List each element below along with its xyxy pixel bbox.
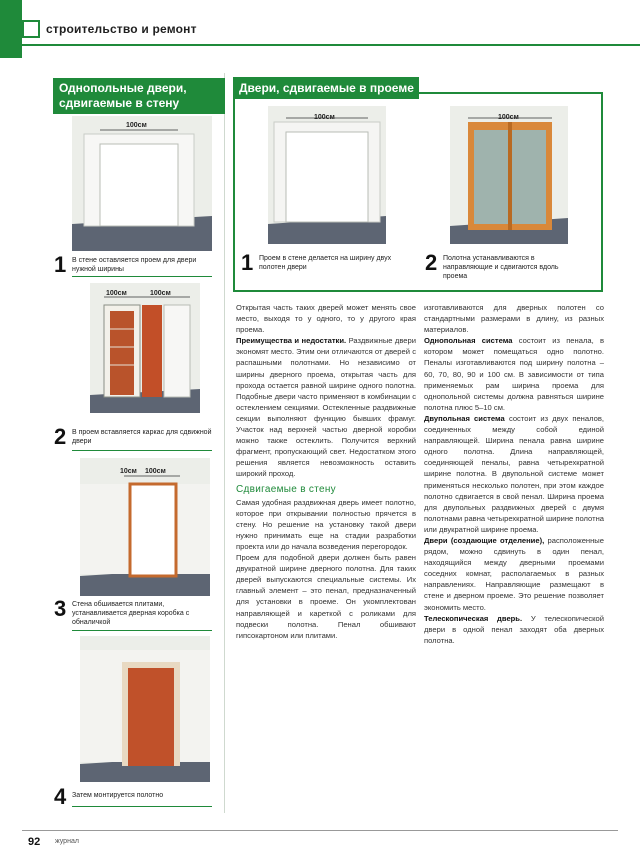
right-step1-number: 1 bbox=[241, 250, 254, 275]
paragraph-lead: Телескопическая дверь. bbox=[424, 613, 523, 623]
dim-label: 100см bbox=[106, 290, 127, 297]
left-section-banner bbox=[53, 78, 225, 114]
dim-label: 100см bbox=[126, 122, 147, 129]
left-step2-illustration bbox=[90, 283, 200, 413]
paragraph-lead: Двери (создающие отделение), bbox=[424, 535, 545, 545]
right-step1-illustration bbox=[268, 106, 386, 244]
left-step4-caption: Затем монтируется полотно bbox=[72, 792, 164, 799]
right-section-banner: Двери, сдвигаемые в проеме bbox=[233, 77, 419, 99]
left-step2-caption: В проем вставляется каркас для сдвижной двери bbox=[72, 429, 212, 445]
page-number: 92 bbox=[28, 836, 41, 848]
dim-label: 100см bbox=[498, 114, 519, 121]
left-step1-illustration bbox=[72, 116, 212, 251]
text-column-right bbox=[424, 302, 604, 827]
left-step4-rule bbox=[72, 806, 212, 807]
paragraph-lead: Двупольная система bbox=[424, 413, 505, 423]
dim-label: 100см bbox=[150, 290, 171, 297]
dim-label: 10см bbox=[120, 468, 137, 475]
paragraph-lead: Преимущества и недостатки. bbox=[236, 336, 347, 346]
left-step3-illustration bbox=[80, 458, 210, 596]
magazine-name: журнал bbox=[55, 838, 79, 845]
left-step1-caption: В стене оставляется проем для двери нужной ширины bbox=[72, 257, 197, 273]
left-step2-rule bbox=[72, 450, 212, 451]
right-step2-caption: Полотна устанавливаются в направляющие и сдвигаются вдоль проема bbox=[443, 255, 559, 280]
paragraph: Раздвижные двери экономят место. Этим они отличаются от дверей с распашными полотнами. Но независимо от ширины дверного проема, открытая часть для прохода остается равной ширине одного полотна. Подобные двери часто применяют в комбинации с остеклением секциями. Остекленные раздвижные секции выполняют функцию бывших фрамуг. Участок над верхней частью дверной коробки можно также остеклить. Получится верхний фрагмент, пропускающий свет. Недостатком этого решения является невозможность оставить широкий проход. bbox=[236, 336, 416, 479]
left-step1-number: 1 bbox=[54, 252, 67, 277]
left-step4-number: 4 bbox=[54, 784, 67, 809]
paragraph: Самая удобная раздвижная дверь имеет полотно, которое при открывании полностью прячется в стену. Но решение на установку такой двери нужно принимать еще на стадии разработки проекта или до начала возведения перегородок. bbox=[236, 497, 416, 551]
header-square bbox=[22, 20, 40, 38]
left-title-line2: сдвигаемые в стену bbox=[59, 96, 180, 110]
left-step2-number: 2 bbox=[54, 424, 67, 449]
right-step2-number: 2 bbox=[425, 250, 438, 275]
right-step2-illustration bbox=[450, 106, 568, 244]
footer-rule bbox=[22, 830, 618, 831]
paragraph: Открытая часть таких дверей может менять свое место, выходя то у одного, то у другого края проема. bbox=[236, 303, 416, 335]
dim-label: 100см bbox=[145, 468, 166, 475]
right-step1-caption: Проем в стене делается на ширину двух полотен двери bbox=[259, 255, 392, 271]
text-column-middle bbox=[236, 302, 416, 827]
header-rule bbox=[22, 44, 640, 46]
paragraph: Проем для подобной двери должен быть равен двукратной ширине дверного полотна. Для таких дверей выпускаются специальные системы. Их главный элемент – это пенал, предназначенный для установки в проеме. Он укомплектован направляющей и кареткой с роликами для подвески полотна. Пенал обшивают гипсокартоном или плитами. bbox=[236, 553, 416, 640]
left-step3-caption: Стена обшивается плитами, устанавливается дверная коробка с обналичкой bbox=[72, 601, 190, 626]
left-step4-illustration bbox=[80, 636, 210, 782]
header-accent-strip bbox=[0, 0, 22, 58]
dim-label: 100см bbox=[314, 114, 335, 121]
section-title: строительство и ремонт bbox=[46, 22, 197, 36]
left-step3-number: 3 bbox=[54, 596, 67, 621]
paragraph: состоит из пенала, в котором может помещаться одно полотно. Пеналы изготавливаются под ширину полотна – 60, 70, 80, 90 и 100 см. В зависимости от типа применяемых рам ширина проема для однопольной системы должна равняться ширине полотна плюс 5–10 см. bbox=[424, 336, 604, 412]
paragraph-lead: Однопольная система bbox=[424, 336, 513, 346]
left-title-line1: Однопольные двери, bbox=[59, 81, 187, 95]
paragraph: У телескопической двери в одной пенал заходят оба дверных полотна. bbox=[424, 613, 604, 645]
subheading: Сдвигаемые в стену bbox=[236, 483, 336, 495]
paragraph: расположенные рядом, можно сдвинуть в один пенал, находящийся между дверными проемами соседних комнат, располагаемых в разных направлениях. Направляющие размещают в стене и дверном проеме. Это решение позволяет экономить место. bbox=[424, 535, 604, 612]
paragraph: состоит из двух пеналов, соединенных между собой единой направляющей. Ширина пенала равна ширине одного полотна. Длина направляющей, соединяющей пеналы, равна четырехкратной ширине полотна. В двупольной системе может применяться несколько полотен, при этом каждое полотно сдвигается в свой пенал. Ширина проема для двупольных раздвижных дверей с двумя полотнами равна четырехкратной ширине полотна или двукратной ширине проема. bbox=[424, 413, 604, 534]
left-step1-rule bbox=[72, 276, 212, 277]
paragraph: изготавливаются для дверных полотен со стандартными размерами в длину, из разных материалов. bbox=[424, 303, 604, 335]
left-step3-rule bbox=[72, 630, 212, 631]
